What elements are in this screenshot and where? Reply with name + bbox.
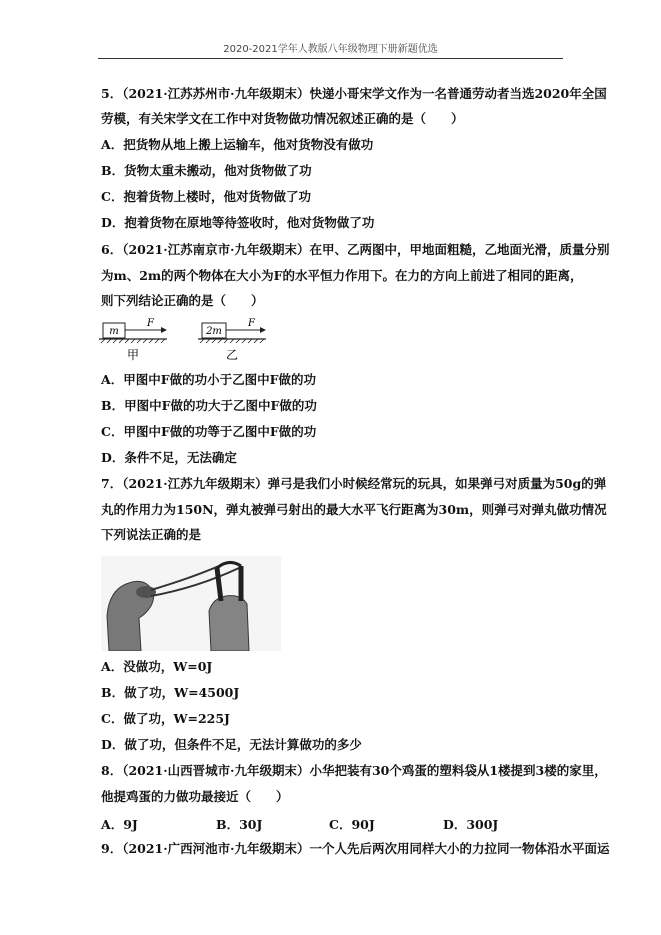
q6-option-c: C．甲图中F做的功等于乙图中F做的功: [101, 424, 317, 439]
figure-caption: 甲: [126, 348, 140, 362]
block-2m-label: 2m: [206, 326, 222, 337]
block-m-label: m: [109, 326, 119, 337]
q7-option-a: A．没做功，W=0J: [101, 659, 213, 674]
ground-hatching: [101, 339, 165, 343]
q7-option-b: B．做了功，W=4500J: [101, 685, 240, 700]
figure-caption: 乙: [225, 348, 239, 362]
force-arrow-head: [161, 327, 167, 333]
force-label: F: [147, 318, 154, 329]
q6-stem-line3: 则下列结论正确的是（ ）: [101, 293, 264, 308]
q8-option-c: C．90J: [329, 817, 375, 832]
q5-option-a: A．把货物从地上搬上运输车，他对货物没有做功: [101, 137, 374, 152]
q6-stem-line2: 为m、2m的两个物体在大小为F的水平恒力作用下。在力的方向上前进了相同的距离，: [101, 268, 583, 283]
q7-option-d: D．做了功，但条件不足，无法计算做功的多少: [101, 737, 362, 752]
ground-hatching: [200, 339, 264, 343]
q7-stem-line1: 7．（2021·江苏九年级期末）弹弓是我们小时候经常玩的玩具，如果弹弓对质量为50g的弹: [101, 476, 607, 491]
q5-option-b: B．货物太重未搬动，他对货物做了功: [101, 163, 312, 178]
q6-stem-line1: 6．（2021·江苏南京市·九年级期末）在甲、乙两图中，甲地面粗糙，乙地面光滑，质量分别: [101, 242, 610, 257]
q8-stem-line1: 8．（2021·山西晋城市·九年级期末）小华把装有30个鸡蛋的塑料袋从1楼提到3楼的家里，: [101, 763, 607, 778]
q7-stem-line2: 丸的作用力为150N，弹丸被弹弓射出的最大水平飞行距离为30m，则弹弓对弹丸做功情况: [101, 502, 607, 517]
q8-option-a: A．9J: [101, 817, 138, 832]
page-header: 2020-2021学年人教版八年级物理下册新题优选: [223, 44, 438, 55]
q5-option-d: D．抱着货物在原地等待签收时，他对货物做了功: [101, 215, 375, 230]
q6-figure-jia: [99, 318, 179, 366]
q5-stem-line1: 5．（2021·江苏苏州市·九年级期末）快递小哥宋学文作为一名普通劳动者当选2020年全国: [101, 86, 607, 101]
q7-option-c: C．做了功，W=225J: [101, 711, 230, 726]
force-arrow-head: [260, 327, 266, 333]
q7-stem-line3: 下列说法正确的是: [101, 527, 202, 542]
q6-option-b: B．甲图中F做的功大于乙图中F做的功: [101, 398, 317, 413]
q8-stem-line2: 他提鸡蛋的力做功最接近（ ）: [101, 789, 289, 804]
q6-figure-yi: [198, 318, 278, 366]
q6-option-d: D．条件不足，无法确定: [101, 450, 237, 465]
q9-stem-line1: 9．（2021·广西河池市·九年级期末）一个人先后两次用同样大小的力拉同一物体沿水平面运: [101, 841, 610, 856]
header-rule: [98, 58, 563, 59]
slingshot-photo: [101, 556, 281, 651]
q5-option-c: C．抱着货物上楼时，他对货物做了功: [101, 189, 311, 204]
force-label: F: [248, 318, 255, 329]
q6-option-a: A．甲图中F做的功小于乙图中F做的功: [101, 372, 316, 387]
q8-option-b: B．30J: [216, 817, 263, 832]
q8-option-d: D．300J: [443, 817, 499, 832]
q5-stem-line2: 劳模，有关宋学文在工作中对货物做功情况叙述正确的是（ ）: [101, 111, 464, 126]
